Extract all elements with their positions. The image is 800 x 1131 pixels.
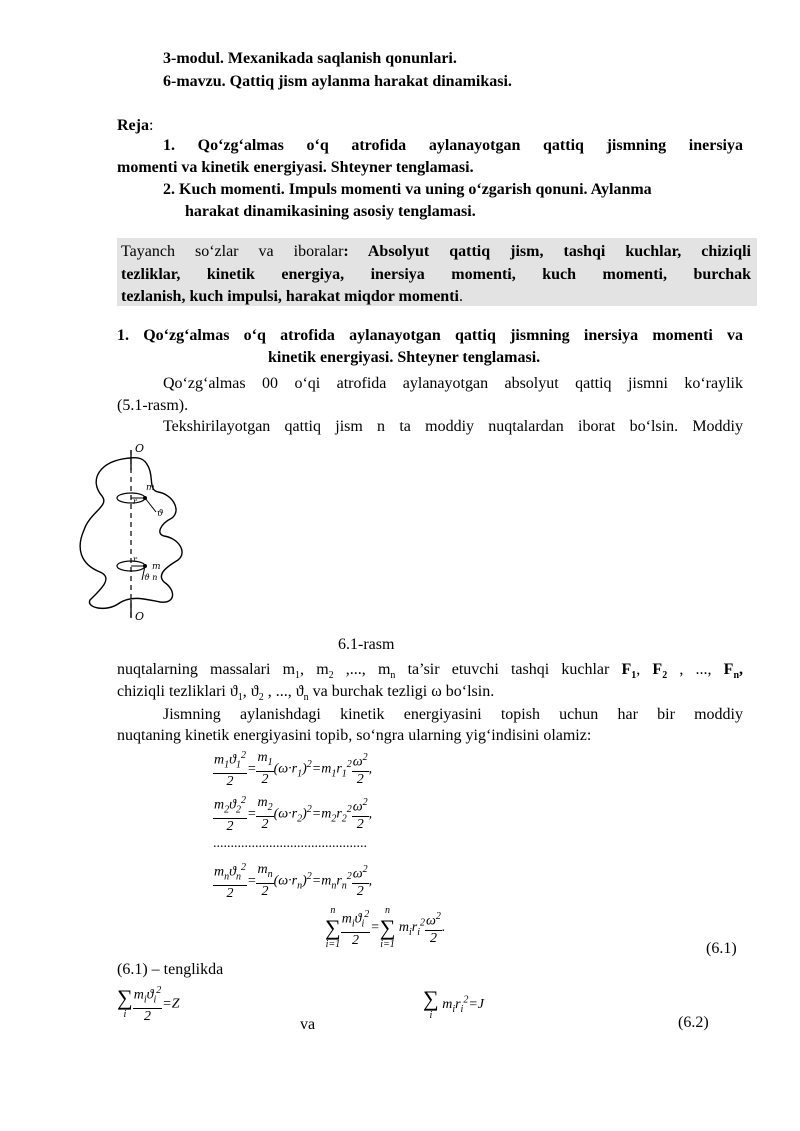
equation-number-6-2: (6.2) <box>678 1014 709 1031</box>
plan-label: Reja: <box>117 117 154 134</box>
equation-number-6-1: (6.1) <box>706 940 737 957</box>
equation-intro: (6.1) – tenglikda <box>117 961 224 978</box>
rotating-body-figure <box>60 440 200 625</box>
figure-caption: 6.1-rasm <box>338 636 395 653</box>
plan-item-2-line1: 2. Kuch momenti. Impuls momenti va uning o‘zgarish qonuni. Aylanma <box>163 181 652 198</box>
equation-inertia-def: ∑ i $m_ir_i^2=J$ <box>423 986 484 1021</box>
keywords-line2: tezliklar, kinetik energiya, inersiya momenti, kuch momenti, burchak <box>121 266 751 283</box>
label-vn: ϑ n <box>144 573 158 582</box>
equation-sum: n ∑ i=1 $\frac{m_iϑ_i^2}{2}$ = n ∑ i=1 $m_ir_i^2$ $\frac{\omega^2}{2}$ . <box>325 905 446 950</box>
label-r1: r <box>133 497 137 506</box>
section1-heading-line2: kinetik energiyasi. Shteyner tenglamasi. <box>268 349 541 366</box>
label-rn: r <box>133 555 137 564</box>
para3-line2: chiziqli tezliklari $ϑ_1$, $ϑ_2$ , ..., $ϑ_n$ va burchak tezligi ω bo‘lsin. <box>117 683 495 704</box>
keywords-line3: tezlanish, kuch impulsi, harakat miqdor momenti. <box>121 288 463 305</box>
plan-item-1-line2: momenti va kinetik energiyasi. Shteyner tenglamasi. <box>117 159 474 176</box>
section1-heading-line1: 1. Qo‘zg‘almas o‘q atrofida aylanayotgan qattiq jismning inersiya momenti va <box>117 327 743 344</box>
para3-line1: nuqtalarning massalari $m_1$, $m_2$ ,..., $m_n$ ta’sir etuvchi tashqi kuchlar $F_1$, $F_2$ , ..., $F_n$, <box>117 661 744 682</box>
para1-line1: Qo‘zg‘almas 00 o‘qi atrofida aylanayotgan absolyut qattiq jismni ko‘raylik <box>163 375 743 392</box>
para4-line2: nuqtaning kinetik energiyasini topib, so‘ngra ularning yig‘indisini olamiz: <box>117 727 592 744</box>
label-mn: m <box>152 562 161 572</box>
equation-dots: ............................................ <box>213 836 367 851</box>
plan-item-1-line1: 1. Qo‘zg‘almas o‘q atrofida aylanayotgan qattiq jismning inersiya <box>163 137 743 154</box>
module-title: 3-modul. Mexanikada saqlanish qonunlari. <box>163 50 457 67</box>
equation-n: $\frac{m_nϑ_n^2}{2}$ = $\frac{m_n}{2}$ $(\omega\cdot r_n)^2=m_nr_n^2$ $\frac{\omega^2}{2}$ , <box>214 862 373 902</box>
para2-line1: Tekshirilayotgan qattiq jism n ta moddiy nuqtalardan iborat bo‘lsin. Moddiy <box>163 418 743 435</box>
label-v1: ϑ <box>157 509 164 519</box>
para4-line1: Jismning aylanishdagi kinetik energiyasini topish uchun har bir moddiy <box>163 706 743 723</box>
equation-2: $\frac{m_2ϑ_2^2}{2}$ = $\frac{m_2}{2}$ $(\omega\cdot r_2)^2=m_2r_2^2$ $\frac{\omega^2}{2}$ , <box>214 795 373 835</box>
keywords-line1: Tayanch so‘zlar va iboralar: Absolyut qattiq jism, tashqi kuchlar, chiziqli <box>121 243 752 260</box>
label-m1: m <box>146 483 155 493</box>
equation-kinetic-energy-def: ∑ i $\frac{m_iϑ_i^2}{2}$ =Z <box>117 985 180 1025</box>
conjunction-va: va <box>300 1016 316 1033</box>
axis-label-top: O <box>135 442 145 455</box>
topic-title: 6-mavzu. Qattiq jism aylanma harakat dinamikasi. <box>163 73 512 90</box>
axis-label-bottom: O <box>135 610 145 623</box>
plan-item-2-line2: harakat dinamikasining asosiy tenglamasi. <box>185 203 476 220</box>
equation-1: $\frac{m_1ϑ_1^2}{2}$ = $\frac{m_1}{2}$ $(\omega\cdot r_1)^2=m_1r_1^2$ $\frac{\omega^2}{2}$ , <box>214 750 373 790</box>
para1-line2: (5.1-rasm). <box>117 397 189 414</box>
